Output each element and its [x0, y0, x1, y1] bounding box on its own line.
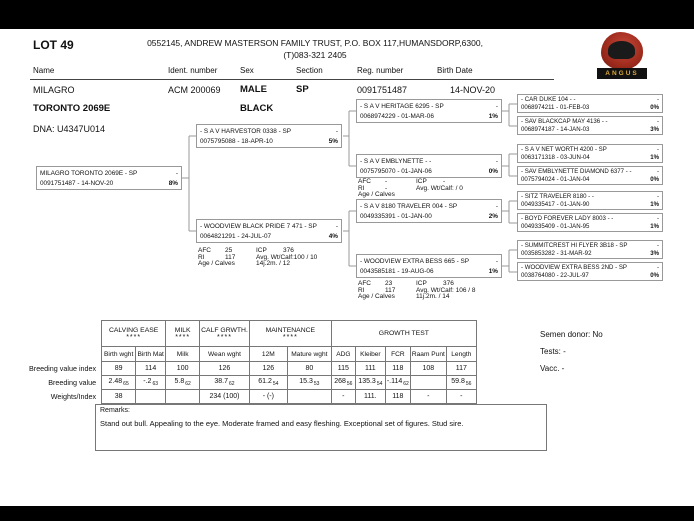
group-milk — [166, 321, 200, 347]
inbreeding-pct: 0% — [650, 104, 659, 111]
index-cell: 118 — [385, 362, 410, 376]
ebv-value: 15.3 — [299, 378, 313, 385]
col-header-birth-wght: Birth wght — [102, 347, 136, 362]
group-label: GROWTH TEST — [378, 330, 429, 337]
dam-production-stats — [198, 248, 317, 268]
animal-name: - S A V 8180 TRAVELER 004 - SP — [360, 203, 458, 210]
semen-donor: Semen donor: No — [540, 330, 603, 339]
ebv-value: -.2 — [143, 378, 152, 385]
label-section: Section — [296, 66, 323, 75]
pedigree-gen3-box-4 — [356, 254, 502, 278]
group-calf-growth — [200, 321, 250, 347]
value-cell — [410, 376, 446, 390]
group-label: MAINTENANCE — [265, 326, 316, 334]
weight-cell — [136, 390, 166, 404]
weight-cell: 118 — [385, 390, 410, 404]
pedigree-gen3-box-3 — [356, 199, 502, 223]
ri-label: RI — [358, 184, 365, 192]
breeding-value-row — [28, 376, 476, 390]
ebv-accuracy: 56 — [465, 381, 472, 387]
icp-value: 376 — [283, 247, 294, 254]
animal-name: - WOODVIEW EXTRA BESS 2ND - SP — [521, 264, 627, 271]
inbreeding-pct: 1% — [488, 112, 498, 120]
value-cell — [102, 376, 136, 390]
inbreeding-flag: - — [175, 170, 178, 177]
remarks-label: Remarks: — [100, 407, 130, 414]
index-cell: 111 — [355, 362, 385, 376]
age-calves-value: 11j.2m. / 14 — [416, 293, 450, 301]
side-info — [540, 326, 603, 377]
icp-value: - — [443, 178, 446, 185]
animal-name: - BOYD FOREVER LADY 8003 - - — [521, 215, 614, 222]
age-calves-label: Age / Calves — [198, 260, 235, 268]
group-growth-test — [331, 321, 476, 347]
icp-label: ICP — [416, 178, 427, 185]
ri-label: RI — [198, 253, 205, 261]
inbreeding-pct: 1% — [488, 267, 498, 275]
avg-wt-calf: Avg. Wt/Calf: / 0 — [416, 184, 463, 192]
column-header-row — [28, 347, 476, 362]
col-header-milk: Milk — [166, 347, 200, 362]
animal-name: - SUMMITCREST HI FLYER 3B18 - SP — [521, 242, 628, 249]
ri-value: - — [385, 184, 388, 192]
inbreeding-pct: 0% — [488, 167, 498, 175]
label-sex: Sex — [240, 66, 254, 75]
inbreeding-pct: 8% — [168, 179, 178, 187]
ebv-accuracy: 63 — [152, 381, 158, 387]
group-calving-ease — [102, 321, 166, 347]
age-calves-value: 14j.2m. / 12 — [256, 260, 290, 268]
value-cell — [200, 376, 250, 390]
animal-reg: 0043585181 - 19-AUG-06 — [360, 267, 434, 275]
inbreeding-flag: - — [495, 203, 498, 210]
animal-reg: 0068974211 - 01-FEB-03 — [521, 104, 590, 111]
reg-number-value: 0091751487 — [357, 85, 408, 95]
section-value: SP — [296, 84, 309, 95]
weight-cell: - — [446, 390, 476, 404]
animal-reg: 0049335409 - 01-JAN-95 — [521, 223, 590, 230]
animal-reg: 0068974187 - 14-JAN-03 — [521, 126, 590, 133]
index-cell: 108 — [410, 362, 446, 376]
animal-name: - S A V NET WORTH 4200 - SP — [521, 146, 607, 153]
remarks-text: Stand out bull. Appealing to the eye. Moderate framed and easy fleshing. Exceptional set of figures. Stud sire. — [100, 419, 464, 428]
label-birth-date: Birth Date — [437, 66, 473, 75]
group-stars: **** — [217, 333, 232, 341]
inbreeding-flag: - — [335, 223, 338, 230]
animal-reg: 0075795088 - 18-APR-10 — [200, 137, 273, 145]
animal-reg: 0063171318 - 03-JUN-04 — [521, 154, 590, 161]
ebv-table — [28, 320, 477, 404]
animal-name: - S A V EMBLYNETTE - - — [360, 158, 432, 165]
vaccinations: Vacc. - — [540, 364, 565, 373]
group-maintenance — [249, 321, 331, 347]
ebv-accuracy: 65 — [123, 381, 129, 387]
index-cell: 100 — [166, 362, 200, 376]
icp-value: 376 — [443, 280, 454, 287]
animal-reg: 0075794024 - 01-JAN-04 — [521, 176, 590, 183]
value-cell — [446, 376, 476, 390]
pedigree-gen4-box-2 — [517, 116, 663, 135]
afc-value: 23 — [385, 280, 393, 287]
pedigree-gen4-box-7 — [517, 240, 663, 259]
ebv-accuracy: 62 — [229, 381, 235, 387]
group-stars: **** — [175, 333, 191, 341]
pedigree-gen4-box-5 — [517, 191, 663, 210]
pedigree-gen4-box-4 — [517, 166, 663, 185]
index-cell: 117 — [446, 362, 476, 376]
ebv-value: 268 — [334, 378, 346, 385]
icp-label: ICP — [256, 247, 267, 254]
animal-reg: 0064821291 - 24-JUL-07 — [200, 232, 272, 240]
index-cell: 89 — [102, 362, 136, 376]
label-name: Name — [33, 66, 55, 75]
group-stars: **** — [282, 333, 298, 341]
animal-name: - SAV BLACKCAP MAY 4136 - - — [521, 118, 608, 125]
row-label-index: Breeding value index — [29, 364, 97, 373]
value-cell — [385, 376, 410, 390]
value-cell — [355, 376, 385, 390]
lot-number: LOT 49 — [33, 38, 74, 52]
inbreeding-pct: 3% — [650, 250, 659, 257]
animal-reg: 0035853282 - 31-MAR-92 — [521, 250, 592, 257]
inbreeding-flag: - — [656, 146, 659, 153]
animal-reg: 0075795070 - 01-JAN-06 — [360, 167, 432, 175]
inbreeding-pct: 1% — [650, 201, 659, 208]
avg-wt-calf: Avg. Wt/Calf:100 / 10 — [256, 253, 318, 261]
pedigree-sire-box — [196, 124, 342, 148]
inbreeding-flag: - — [656, 168, 659, 175]
inbreeding-pct: 0% — [650, 176, 659, 183]
weight-cell — [287, 390, 331, 404]
inbreeding-pct: 5% — [328, 137, 338, 145]
inbreeding-pct: 0% — [650, 272, 659, 279]
animal-name: - CAR DUKE 104 - - — [521, 96, 576, 103]
animal-name: - S A V HARVESTOR 0338 - SP — [200, 128, 292, 135]
col-header-adg: ADG — [331, 347, 355, 362]
inbreeding-flag: - — [656, 264, 659, 271]
col-header-fcr: FCR — [385, 347, 410, 362]
gen3-dam-production-stats — [358, 179, 463, 199]
ebv-accuracy: 62 — [185, 381, 191, 387]
label-reg-number: Reg. number — [357, 66, 404, 75]
group-label: MILK — [174, 326, 191, 334]
birth-date-value: 14-NOV-20 — [450, 85, 496, 95]
col-header-kleiber: Kleiber — [355, 347, 385, 362]
col-header-12m: 12M — [249, 347, 287, 362]
value-cell — [331, 376, 355, 390]
row-label-weights: Weights/Index — [50, 392, 97, 401]
animal-reg: 0049335417 - 01-JAN-90 — [521, 201, 590, 208]
afc-label: AFC — [358, 178, 371, 185]
ebv-value: 2.48 — [108, 378, 123, 385]
col-header-birth-mat: Birth Mat — [136, 347, 166, 362]
col-header-wean-wght: Wean wght — [200, 347, 250, 362]
col-header-mature-wght: Mature wght — [287, 347, 331, 362]
weight-cell: - (-) — [249, 390, 287, 404]
index-cell: 80 — [287, 362, 331, 376]
pedigree-gen3-box-2 — [356, 154, 502, 178]
weight-cell: 111. — [355, 390, 385, 404]
inbreeding-flag: - — [656, 215, 659, 222]
inbreeding-flag: - — [335, 128, 338, 135]
ebv-value: 59.8 — [451, 378, 465, 385]
inbreeding-flag: - — [495, 103, 498, 110]
weight-cell: 38 — [102, 390, 136, 404]
pedigree-subject-box — [36, 166, 182, 190]
weight-cell: 234 (100) — [200, 390, 250, 404]
icp-label: ICP — [416, 280, 427, 287]
ebv-accuracy: 56 — [346, 381, 353, 387]
ebv-accuracy: 62 — [403, 381, 409, 387]
ebv-accuracy: 53 — [313, 381, 320, 387]
pedigree-gen4-box-8 — [517, 262, 663, 281]
ebv-value: 38.7 — [214, 378, 229, 385]
animal-name: - WOODVIEW EXTRA BESS 665 - SP — [360, 258, 470, 265]
animal-name-value: MILAGRO — [33, 85, 75, 95]
color-value: BLACK — [240, 103, 274, 114]
index-cell: 115 — [331, 362, 355, 376]
index-cell: 126 — [200, 362, 250, 376]
inbreeding-flag: - — [656, 242, 659, 249]
afc-value: 25 — [225, 247, 233, 254]
index-cell: 126 — [249, 362, 287, 376]
animal-name: MILAGRO TORONTO 2069E - SP — [40, 170, 138, 177]
ebv-accuracy: 54 — [272, 381, 279, 387]
pedigree-gen4-box-6 — [517, 213, 663, 232]
ebv-value: -.114 — [386, 378, 403, 385]
value-cell — [166, 376, 200, 390]
tests: Tests: - — [540, 347, 566, 356]
owner-line1: 0552145, ANDREW MASTERSON FAMILY TRUST, P.O. BOX 117,HUMANSDORP,6300, — [147, 38, 483, 48]
inbreeding-pct: 3% — [650, 126, 659, 133]
group-label: CALVING EASE — [108, 326, 159, 334]
afc-label: AFC — [198, 247, 211, 254]
weights-index-row — [28, 390, 476, 404]
age-calves-label: Age / Calves — [358, 293, 395, 301]
animal-name: - SAV EMBLYNETTE DIAMOND 6377 - - — [521, 168, 632, 175]
weight-cell: - — [331, 390, 355, 404]
value-cell — [249, 376, 287, 390]
angus-logo-text: ANGUS — [597, 68, 647, 79]
afc-value: - — [385, 178, 388, 185]
gen3-dam2-production-stats — [358, 281, 476, 301]
group-label: CALF GRWTH. — [201, 326, 248, 334]
weight-cell: - — [410, 390, 446, 404]
ebv-accuracy: 54 — [376, 381, 383, 387]
inbreeding-flag: - — [656, 193, 659, 200]
animal-name: - SITZ TRAVELER 8180 - - — [521, 193, 594, 200]
ident-number-value: ACM 200069 — [168, 85, 221, 95]
animal-name: - S A V HERITAGE 6295 - SP — [360, 103, 444, 110]
pedigree-gen3-box-1 — [356, 99, 502, 123]
weight-cell — [166, 390, 200, 404]
ebv-value: 61.2 — [258, 378, 272, 385]
inbreeding-pct: 1% — [650, 223, 659, 230]
inbreeding-flag: - — [656, 96, 659, 103]
inbreeding-pct: 2% — [488, 212, 498, 220]
animal-reg: 0068974229 - 01-MAR-06 — [360, 112, 434, 120]
dna-number: DNA: U4347U014 — [33, 124, 106, 134]
ri-value: 117 — [225, 253, 236, 261]
value-cell — [287, 376, 331, 390]
ebv-value: 135.3 — [358, 378, 376, 385]
inbreeding-pct: 4% — [328, 232, 338, 240]
breeding-value-index-row — [28, 362, 476, 376]
group-stars: **** — [126, 333, 142, 341]
age-calves-label: Age / Calves — [358, 191, 395, 199]
remarks-box — [95, 404, 547, 451]
index-cell: 114 — [136, 362, 166, 376]
group-header-row — [28, 321, 476, 347]
pedigree-gen4-box-1 — [517, 94, 663, 113]
avg-wt-calf: Avg. Wt/Calf: 106 / 8 — [416, 286, 476, 294]
col-header-raam-punt: Raam Punt — [410, 347, 446, 362]
animal-reg: 0038764080 - 22-JUL-97 — [521, 272, 589, 279]
ri-value: 117 — [385, 286, 396, 294]
owner-line2: (T)083-321 2405 — [283, 50, 347, 60]
inbreeding-flag: - — [495, 158, 498, 165]
col-header-length: Length — [446, 347, 476, 362]
row-label-value: Breeding value — [48, 378, 97, 387]
label-ident-number: Ident. number — [168, 66, 218, 75]
afc-label: AFC — [358, 280, 371, 287]
pedigree-dam-box — [196, 219, 342, 243]
ebv-value: 5.8 — [174, 378, 185, 385]
animal-reg: 0091751487 - 14-NOV-20 — [40, 179, 114, 187]
inbreeding-flag: - — [656, 118, 659, 125]
value-cell — [136, 376, 166, 390]
animal-name: - WOODVIEW BLACK PRIDE 7 471 - SP — [200, 223, 317, 230]
ri-label: RI — [358, 286, 365, 294]
pedigree-gen4-box-3 — [517, 144, 663, 163]
sex-value: MALE — [240, 84, 267, 95]
inbreeding-flag: - — [495, 258, 498, 265]
animal-reg: 0049335391 - 01-JAN-00 — [360, 212, 432, 220]
animal-name2-value: TORONTO 2069E — [33, 103, 111, 114]
inbreeding-pct: 1% — [650, 154, 659, 161]
